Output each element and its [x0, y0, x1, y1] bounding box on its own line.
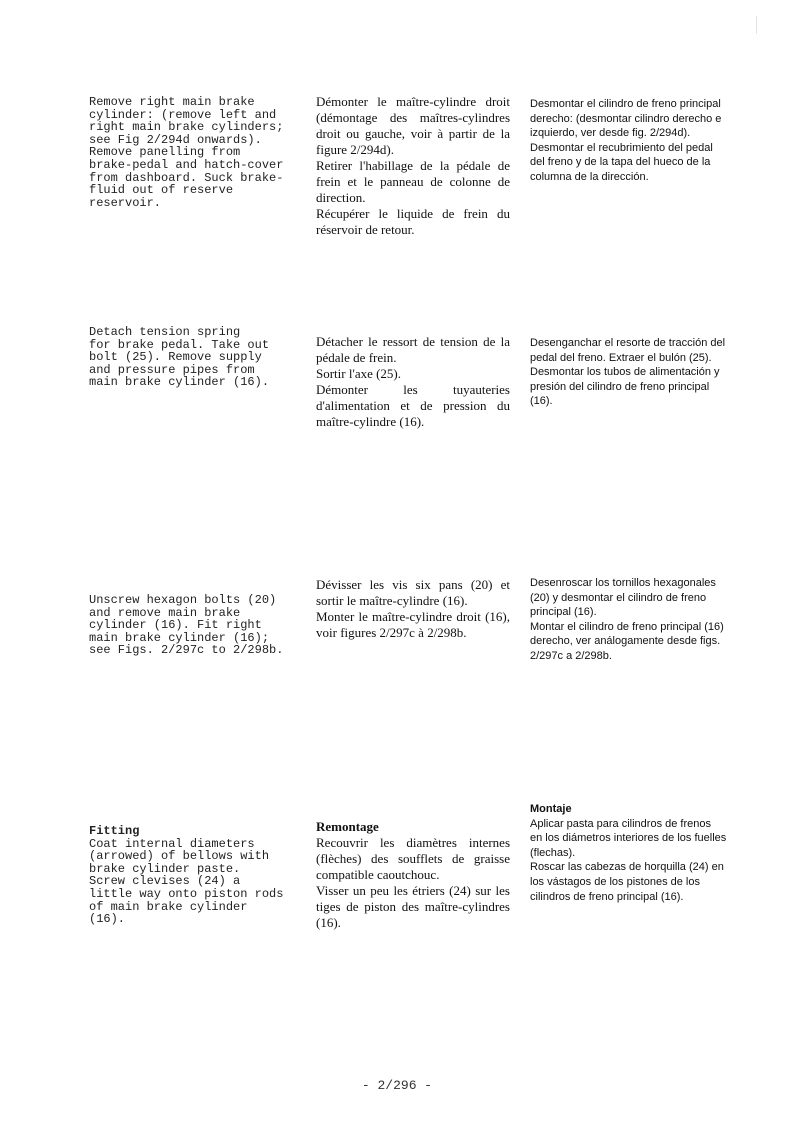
section-3-french [316, 577, 510, 641]
text-line: (20) y desmontar el cilindro de freno [530, 591, 707, 604]
text-line: main brake cylinder (16); [89, 630, 270, 645]
text-line: (flechas). [530, 846, 576, 859]
text-line: cylinder (16). Fit right [89, 618, 262, 633]
text-line: los vástagos de los pistones de los [530, 875, 700, 888]
text-line: columna de la dirección. [530, 170, 649, 183]
text-line: (16). [89, 912, 126, 927]
text-line: (arrowed) of bellows with [89, 849, 270, 864]
text-line: from dashboard. Suck brake- [89, 170, 284, 185]
text-line: Desenganchar el resorte de tracción del [530, 337, 726, 349]
paragraph: Récupérer le liquide de frein du réservoir de retour. [316, 206, 510, 237]
section-1-french [316, 94, 510, 238]
text-line: fluid out of reserve [89, 183, 234, 198]
text-line: derecho, ver análogamente desde figs. [530, 635, 721, 648]
text-line: principal (16). [530, 606, 597, 619]
text-line: pedal del freno. Extraer el bulón (25). [530, 351, 712, 364]
page-number: - 2/296 - [361, 1078, 433, 1093]
text-line: right main brake cylinders; [89, 120, 284, 135]
text-line: reservoir. [89, 195, 162, 210]
text-line: del freno y de la tapa del hueco de la [530, 156, 711, 169]
paragraph: Visser un peu les étriers (24) sur les tiges de piston des maître-cylindres (16). [316, 883, 510, 930]
text-line: Screw clevises (24) a [89, 874, 241, 889]
text-line: Desenroscar los tornillos hexagonales [530, 577, 716, 589]
text-line: 2/297c a 2/298b. [530, 649, 612, 662]
text-line: izquierdo, ver desde fig. 2/294d). [530, 127, 691, 140]
text-line: presión del cilindro de freno principal [530, 380, 710, 393]
section-1-spanish [530, 97, 758, 185]
section-2-spanish [530, 336, 758, 409]
text-line: Desmontar el recubrimiento del pedal [530, 141, 713, 154]
section-1-english [89, 96, 311, 209]
text-line: Desmontar el cilindro de freno principal [530, 98, 721, 110]
text-line: brake cylinder paste. [89, 861, 241, 876]
paragraph: Sortir l'axe (25). [316, 366, 402, 381]
text-line: see Fig 2/294d onwards). [89, 132, 262, 147]
text-line: en los diámetros interiores de los fuelles [530, 832, 727, 845]
scan-edge-mark [756, 16, 757, 34]
paragraph: Démonter le maître-cylindre droit (démontage des maîtres-cylindres droit ou gauche, voir à partir de la figure 2/294d). [316, 94, 510, 157]
text-line: little way onto piston rods [89, 886, 284, 901]
section-4-spanish [530, 802, 758, 904]
section-3-spanish [530, 576, 758, 664]
text-line: for brake pedal. Take out [89, 337, 270, 352]
section-4-french [316, 819, 510, 931]
text-line: see Figs. 2/297c to 2/298b. [89, 643, 284, 658]
section-4-english [89, 825, 311, 926]
text-line: Roscar las cabezas de horquilla (24) en [530, 861, 724, 874]
paragraph: Recouvrir les diamètres internes (flèches) des soufflets de graisse compatible caoutchouc. [316, 835, 510, 882]
text-line: Desmontar los tubos de alimentación y [530, 366, 720, 379]
text-line: Aplicar pasta para cilindros de frenos [530, 817, 711, 830]
text-line: and pressure pipes from [89, 362, 255, 377]
section-2-french [316, 334, 510, 430]
text-line: Montar el cilindro de freno principal (16) [530, 620, 724, 633]
paragraph: Détacher le ressort de tension de la pédale de frein. [316, 334, 510, 365]
paragraph: Retirer l'habillage de la pédale de frein et le panneau de colonne de direction. [316, 158, 510, 205]
text-line: Coat internal diameters [89, 836, 255, 851]
section-heading: Fitting [89, 824, 140, 838]
section-heading: Remontage [316, 819, 379, 834]
section-2-english [89, 326, 311, 389]
text-line: Remove right main brake [89, 95, 255, 109]
text-line: of main brake cylinder [89, 899, 248, 914]
text-line: Remove panelling from [89, 145, 241, 160]
text-line: main brake cylinder (16). [89, 375, 270, 390]
text-line: (16). [530, 395, 553, 408]
text-line: derecho: (desmontar cilindro derecho e [530, 112, 722, 125]
section-heading: Montaje [530, 803, 572, 815]
paragraph: Démonter les tuyauteries d'alimentation et de pression du maître-cylindre (16). [316, 382, 510, 429]
text-line: Detach tension spring [89, 325, 241, 339]
text-line: cilindros de freno principal (16). [530, 890, 684, 903]
text-line: Unscrew hexagon bolts (20) [89, 593, 277, 607]
section-3-english [89, 594, 311, 657]
text-line: brake-pedal and hatch-cover [89, 157, 284, 172]
paragraph: Dévisser les vis six pans (20) et sortir le maître-cylindre (16). [316, 577, 510, 608]
paragraph: Monter le maître-cylindre droit (16), voir figures 2/297c à 2/298b. [316, 609, 510, 640]
text-line: bolt (25). Remove supply [89, 350, 262, 365]
text-line: and remove main brake [89, 605, 241, 620]
text-line: cylinder: (remove left and [89, 107, 277, 122]
